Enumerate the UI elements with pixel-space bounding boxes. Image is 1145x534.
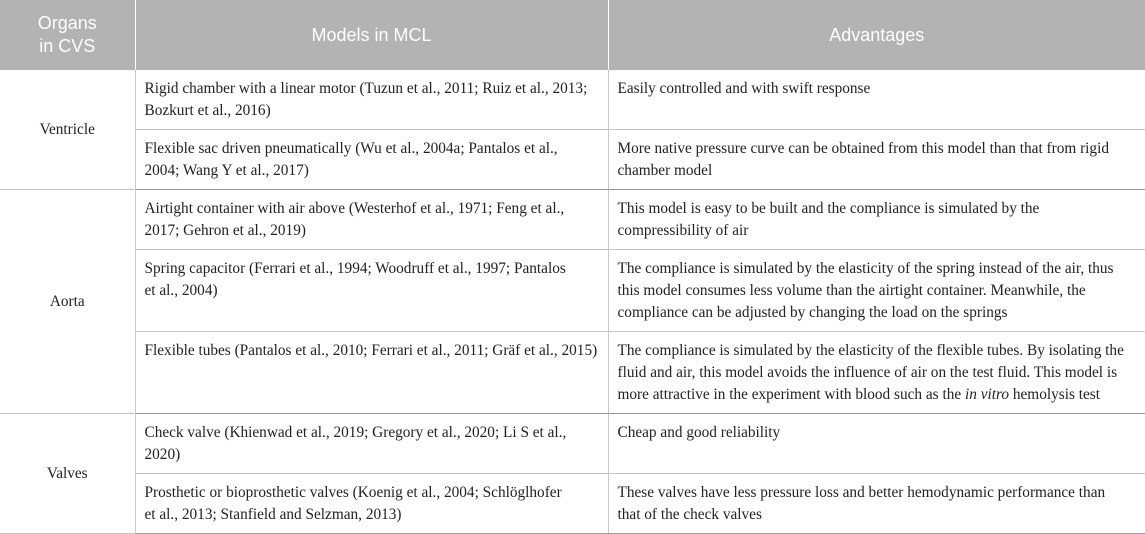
organ-cell-ventricle: Ventricle: [0, 70, 135, 190]
model-line: Rigid chamber with a linear motor (Tuzun et al., 2011; Ruiz et al., 2013;: [144, 80, 588, 97]
table-row: [0, 332, 1145, 414]
table-row: [0, 130, 1145, 190]
model-line: et al., 2004): [144, 282, 218, 299]
model-line: 2004; Wang Y et al., 2017): [144, 162, 309, 179]
advantage-line: Cheap and good reliability: [617, 424, 781, 441]
advantage-line: chamber model: [617, 162, 713, 179]
header-organs: [0, 0, 135, 70]
advantage-line: More native pressure curve can be obtained from this model than that from rigid: [617, 140, 1109, 157]
advantage-cell: [608, 474, 1145, 534]
advantage-line: Easily controlled and with swift response: [617, 80, 871, 97]
header-organs-line1: Organs: [37, 13, 97, 33]
model-cell: [135, 474, 608, 534]
table-row: [0, 474, 1145, 534]
model-cell: [135, 414, 608, 474]
model-line: Flexible tubes (Pantalos et al., 2010; Ferrari et al., 2011; Gräf et al., 2015): [144, 342, 598, 359]
advantage-cell: [608, 130, 1145, 190]
model-line: Flexible sac driven pneumatically (Wu et al., 2004a; Pantalos et al.,: [144, 140, 558, 157]
model-cell: [135, 332, 608, 414]
table-row: [0, 250, 1145, 332]
header-organs-line2: in CVS: [39, 36, 96, 56]
model-line: Bozkurt et al., 2016): [144, 102, 271, 119]
advantage-cell: [608, 250, 1145, 332]
table-row: [0, 70, 1145, 130]
advantage-line: that of the check valves: [617, 506, 762, 523]
advantage-cell: [608, 190, 1145, 250]
model-line: Airtight container with air above (Westerhof et al., 1971; Feng et al.,: [144, 200, 565, 217]
table-header: [0, 0, 1145, 70]
model-line: 2017; Gehron et al., 2019): [144, 222, 306, 239]
advantage-cell: [608, 332, 1145, 414]
advantage-line: This model is easy to be built and the compliance is simulated by the: [617, 200, 1040, 217]
header-models: Models in MCL: [135, 0, 608, 70]
model-line: et al., 2013; Stanfield and Selzman, 2013): [144, 506, 402, 523]
table-row: [0, 190, 1145, 250]
model-line: Prosthetic or bioprosthetic valves (Koenig et al., 2004; Schlöglhofer: [144, 484, 562, 501]
advantage-cell: [608, 414, 1145, 474]
model-line: 2020): [144, 446, 181, 463]
advantage-line: this model consumes less volume than the airtight container. Meanwhile, the: [617, 282, 1086, 299]
model-cell: [135, 250, 608, 332]
organ-cell-valves: Valves: [0, 414, 135, 534]
advantage-italic-text: in vitro: [964, 386, 1010, 403]
advantage-line: compliance can be adjusted by changing the load on the springs: [617, 304, 1008, 321]
model-cell: [135, 70, 608, 130]
model-line: Check valve (Khienwad et al., 2019; Gregory et al., 2020; Li S et al.,: [144, 424, 567, 441]
advantage-text: more attractive in the experiment with blood such as the: [617, 386, 965, 403]
advantage-line: The compliance is simulated by the elasticity of the spring instead of the air, thus: [617, 260, 1114, 277]
advantage-cell: [608, 70, 1145, 130]
model-line: Spring capacitor (Ferrari et al., 1994; Woodruff et al., 1997; Pantalos: [144, 260, 566, 277]
advantage-line-last: [618, 386, 1100, 403]
organ-cell-aorta: Aorta: [0, 190, 135, 414]
advantage-line: compressibility of air: [617, 222, 749, 239]
model-cell: [135, 130, 608, 190]
table-row: [0, 414, 1145, 474]
advantage-line: These valves have less pressure loss and better hemodynamic performance than: [617, 484, 1106, 501]
model-cell: [135, 190, 608, 250]
advantage-line: The compliance is simulated by the elasticity of the flexible tubes. By isolating the: [617, 342, 1124, 359]
advantage-line: fluid and air, this model avoids the influence of air on the test fluid. This model is: [617, 364, 1118, 381]
header-advantages: Advantages: [608, 0, 1145, 70]
advantage-text: hemolysis test: [1009, 386, 1100, 403]
